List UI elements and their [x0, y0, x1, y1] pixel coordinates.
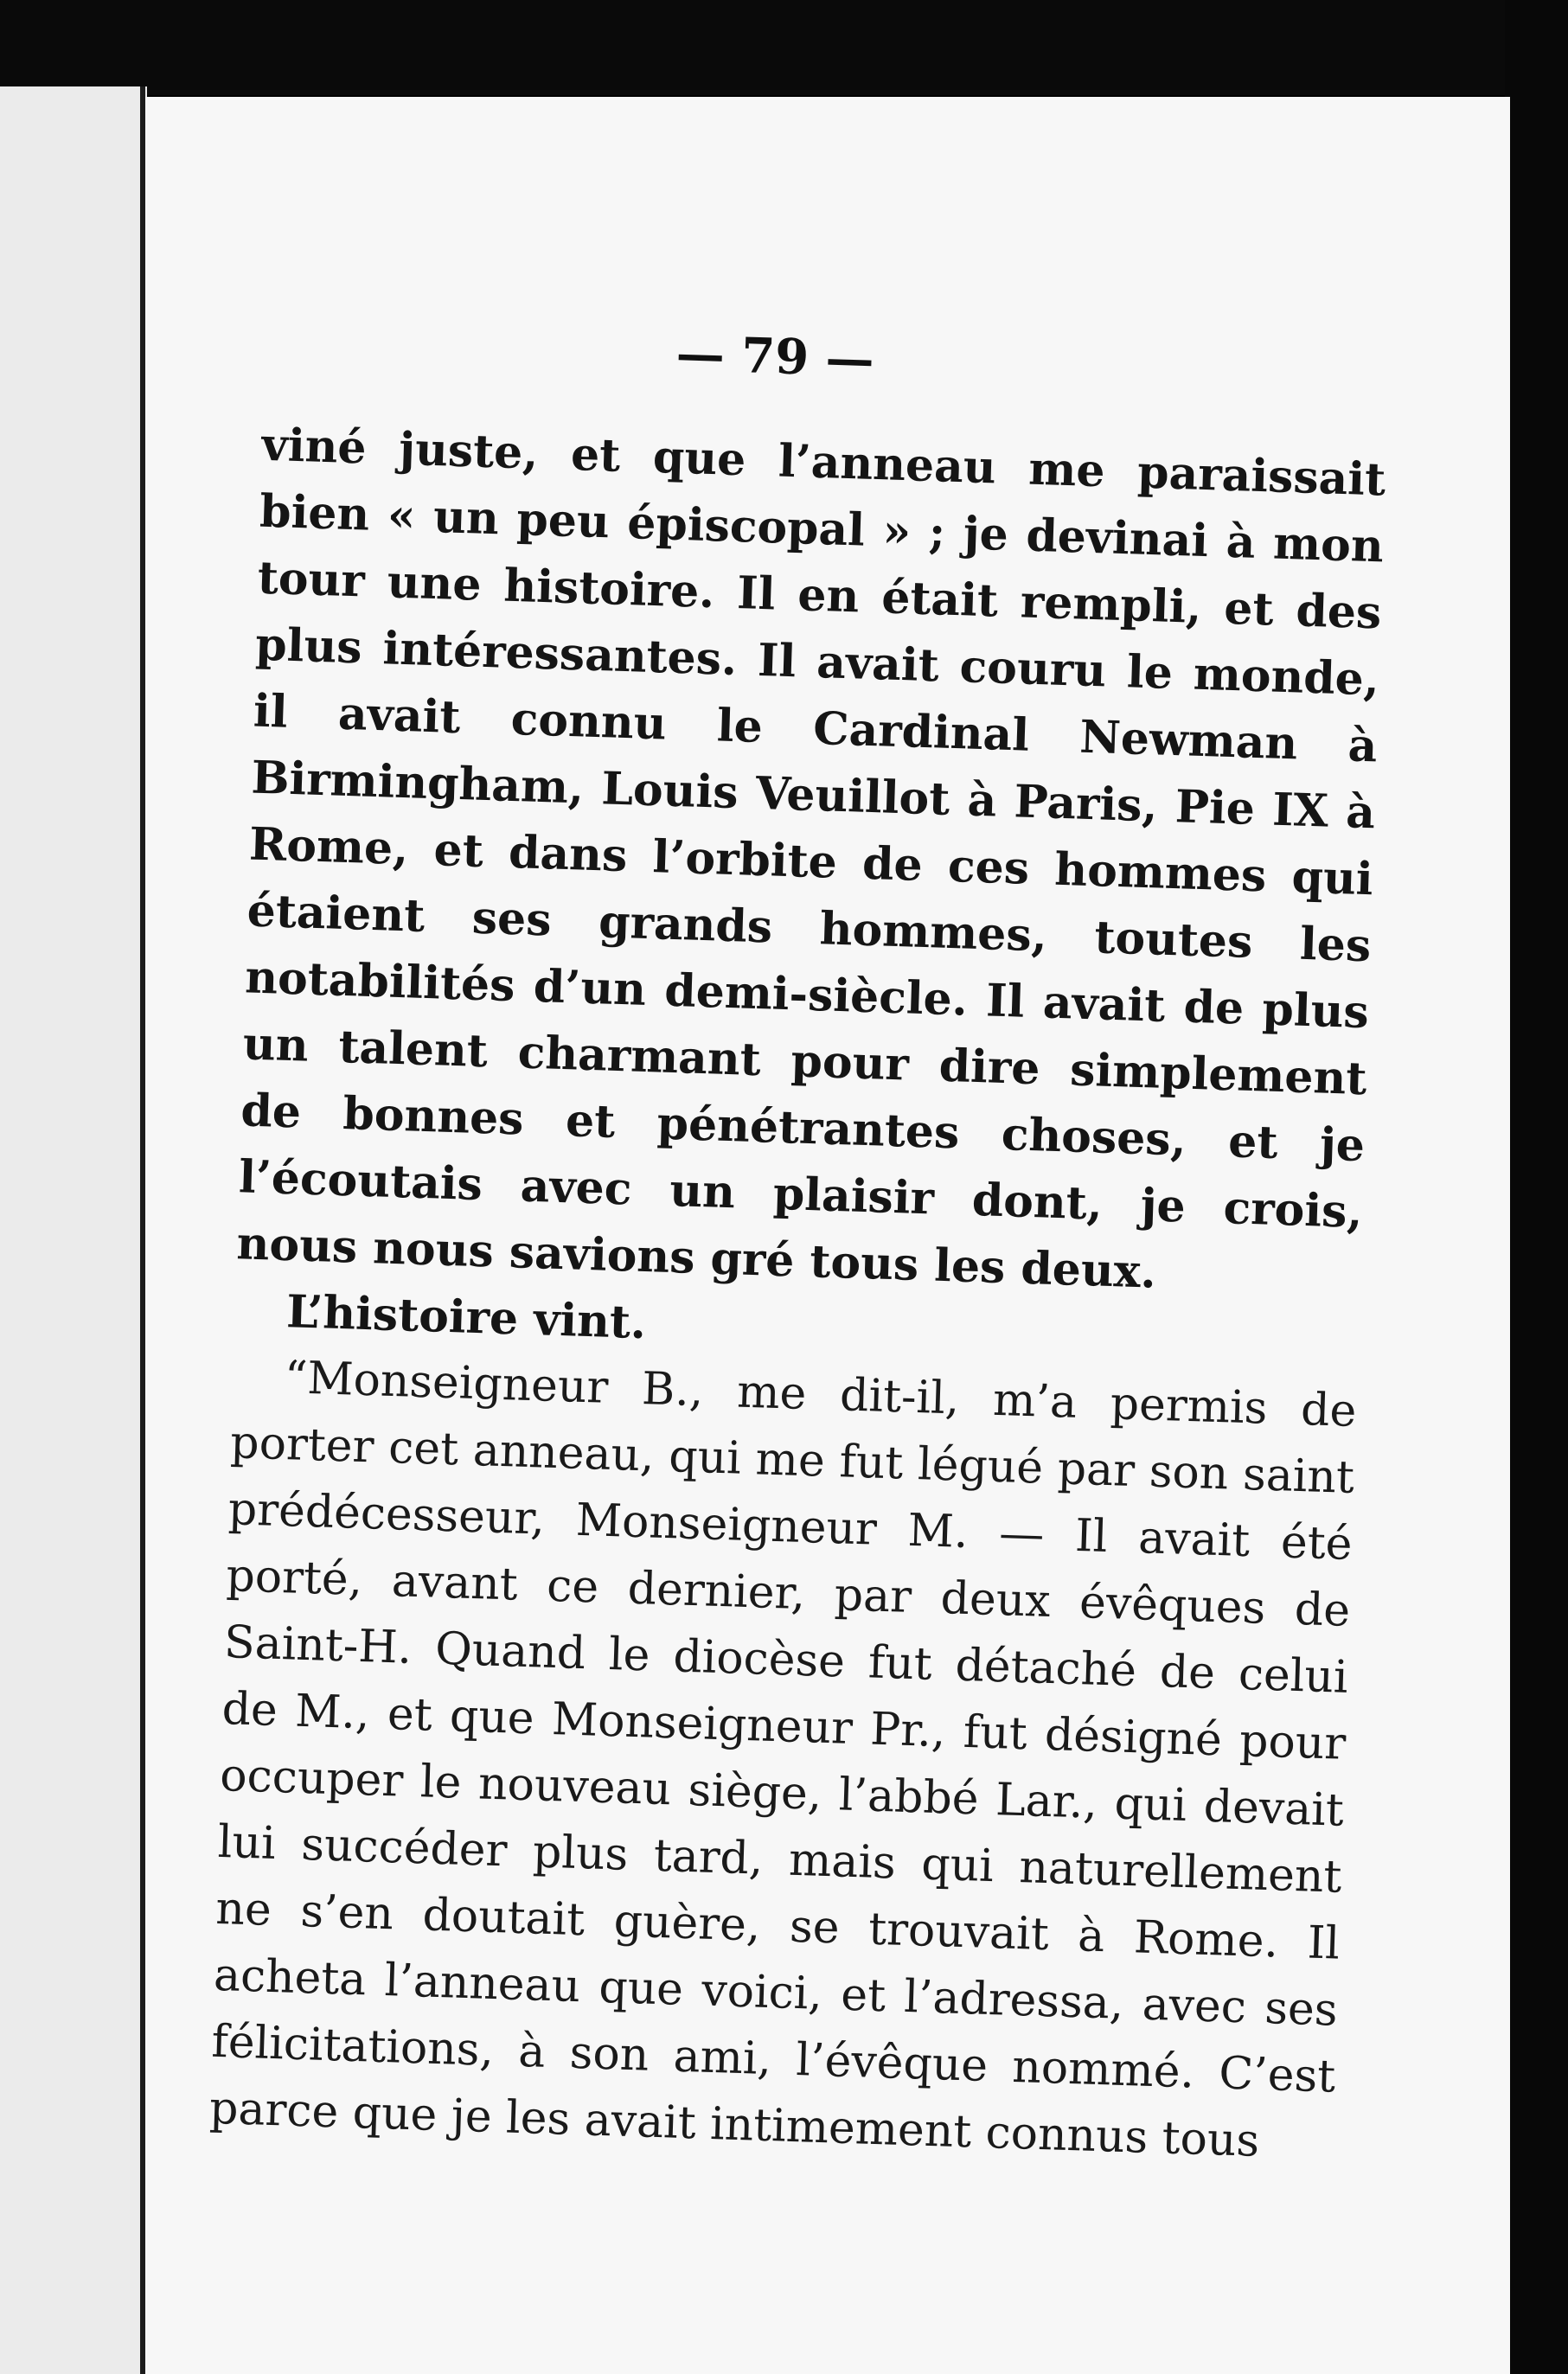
book-page [145, 97, 1510, 2374]
paragraph-2: L’histoire vint. [285, 1285, 647, 1350]
scan-top-border [0, 0, 1568, 95]
page-body [208, 412, 1386, 2178]
paragraph-3: “Monseigneur B., me dit-il, m’a permis de porter cet anneau, qui me fut légué par son saint prédécesseur, Monseigneur M. — Il avait été porté, avant ce dernier, par deux évêques de Saint-H. Quand le diocèse fut détaché de celui de M., et que Monseigneur Pr., fut désigné pour occuper le nouveau siège, l’abbé Lar., qui devait lui succéder plus tard, mais qui naturellement ne s’en doutait guère, se trouvait à Rome. Il acheta l’anneau que voici, et l’adressa, avec ses félicitations, à son ami, l’évêque nommé. C’est parce que je les avait intimement connus tous [208, 1352, 1358, 2167]
scan-right-border [1505, 0, 1568, 2374]
paragraph-1: viné juste, et que l’anneau me paraissait bien « un peu épiscopal » ; je devinai à mon tour une histoire. Il en était rempli, et des plus intéressantes. Il avait couru le monde, il avait connu le Cardinal Newman à Birmingham, Louis Veuillot à Paris, Pie IX à Rome, et dans l’orbite de ces hommes qui étaient ses grands hommes, toutes les notabilités d’un demi-siècle. Il avait de plus un talent charmant pour dire simplement de bonnes et pénétrantes choses, et je l’écoutais avec un plaisir dont, je crois, nous nous savions gré tous les deux. [235, 418, 1387, 1299]
previous-page-edge [0, 86, 147, 2374]
page-content [145, 97, 1510, 2374]
page-number: — 79 — [675, 324, 875, 388]
